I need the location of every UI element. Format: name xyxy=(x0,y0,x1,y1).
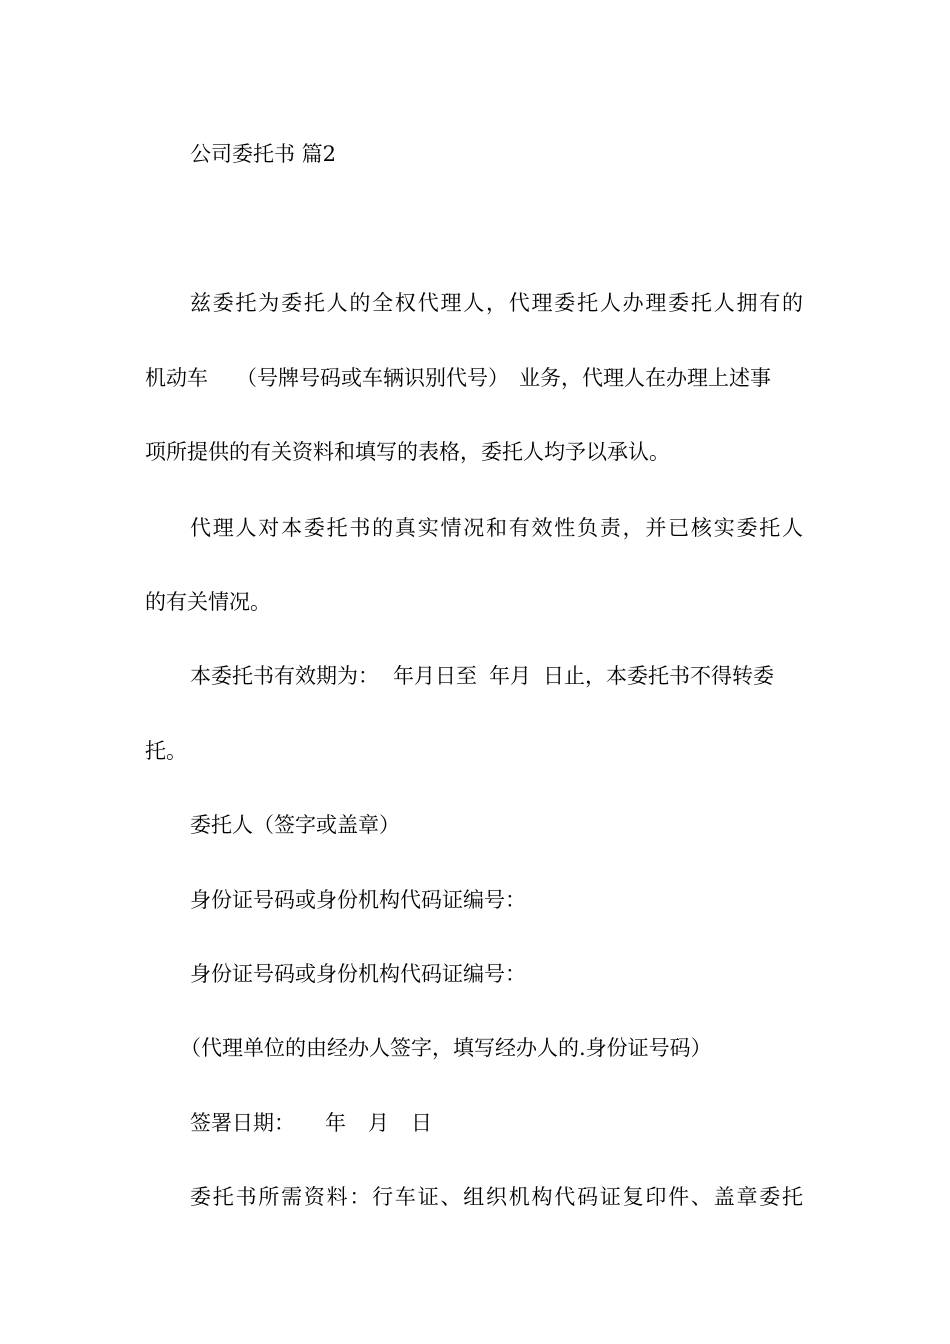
sign-date-year: 年 xyxy=(325,1111,346,1135)
vehicle-label: 机动车 xyxy=(145,366,208,390)
id-number-line-1: 身份证号码或身份机构代码证编号： xyxy=(190,888,526,912)
paragraph-2-line-2: 的有关情况。 xyxy=(145,590,271,614)
document-heading: 公司委托书 篇2 xyxy=(190,142,337,166)
business-text: 业务，代理人在办理上述事 xyxy=(519,366,771,390)
paragraph-1-line-3: 项所提供的有关资料和填写的表格，委托人均予以承认。 xyxy=(145,440,670,464)
sign-date-month: 月 xyxy=(368,1111,389,1135)
sign-date-line xyxy=(190,1110,432,1136)
principal-signature-line: 委托人（签字或盖章） xyxy=(190,813,400,837)
paragraph-3-line-2: 托。 xyxy=(145,739,187,763)
agent-note: （代理单位的由经办人签字，填写经办人的.身份证号码） xyxy=(180,1036,712,1060)
validity-label: 本委托书有效期为： xyxy=(190,664,379,688)
sign-date-day: 日 xyxy=(411,1111,432,1135)
plate-number-hint: （号牌号码或车辆识别代号） xyxy=(236,366,509,390)
sign-date-label: 签署日期： xyxy=(190,1111,295,1135)
validity-end: 年月 xyxy=(489,664,531,688)
validity-clause: 日止，本委托书不得转委 xyxy=(543,664,774,688)
paragraph-1-line-1: 兹委托为委托人的全权代理人，代理委托人办理委托人拥有的 xyxy=(190,291,803,315)
id-number-line-2: 身份证号码或身份机构代码证编号： xyxy=(190,962,526,986)
paragraph-3-line-1 xyxy=(190,663,774,689)
required-materials-line: 委托书所需资料：行车证、组织机构代码证复印件、盖章委托 xyxy=(190,1185,803,1209)
paragraph-1-line-2 xyxy=(145,365,771,391)
validity-start: 年月日至 xyxy=(393,664,477,688)
paragraph-2-line-1: 代理人对本委托书的真实情况和有效性负责，并已核实委托人 xyxy=(190,516,803,540)
